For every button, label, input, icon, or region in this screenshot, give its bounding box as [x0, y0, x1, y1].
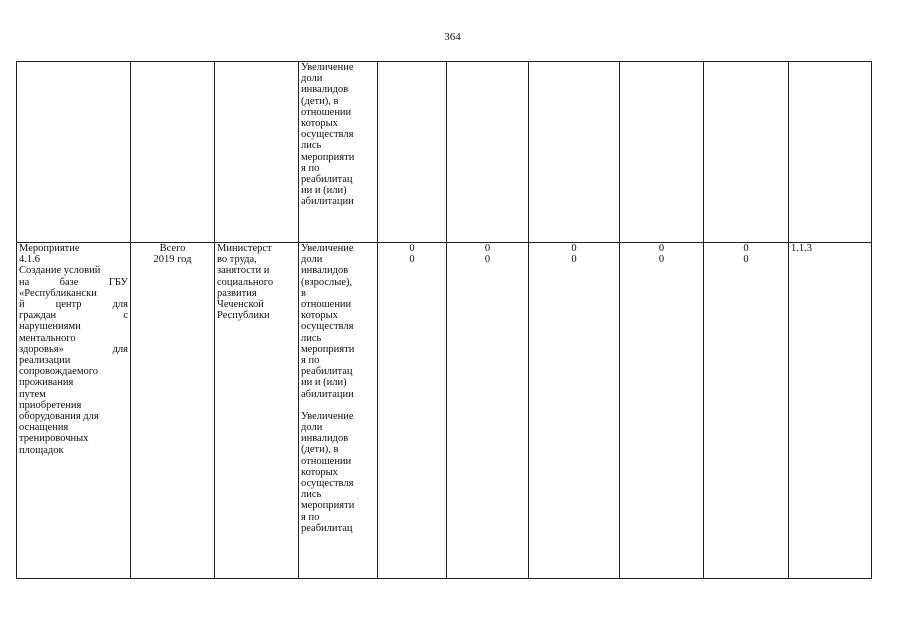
- text-line: (дети), в: [301, 95, 339, 107]
- text-line: осуществля: [301, 321, 354, 333]
- table-row: [17, 62, 872, 243]
- text-word: Мероприятие: [19, 243, 80, 254]
- text-line: реабилитац: [301, 522, 353, 534]
- text-word: центр: [55, 299, 82, 311]
- text-line: доли: [301, 254, 323, 266]
- text-line: [19, 411, 128, 422]
- text-line: я по: [301, 511, 320, 523]
- indicator-cell: [299, 62, 378, 243]
- text-line: [19, 333, 128, 344]
- value-total: 0: [484, 243, 491, 254]
- text-line: [19, 310, 128, 321]
- executor-text: [217, 243, 296, 321]
- text-word: нарушениями: [19, 321, 81, 333]
- text-line: доли: [301, 422, 323, 434]
- text-line: мероприяти: [301, 500, 355, 512]
- text-line: [19, 389, 128, 400]
- value-2019: 0: [571, 254, 577, 266]
- text-line: занятости и: [217, 265, 270, 277]
- text-line: инвалидов: [301, 433, 349, 445]
- text-line: абилитации: [301, 388, 354, 400]
- text-line: которых: [301, 118, 338, 130]
- text-word: путем: [19, 388, 46, 400]
- text-word: для: [112, 343, 128, 355]
- text-line: [19, 265, 128, 276]
- text-word: ментального: [19, 332, 76, 344]
- funding-cell: [131, 62, 215, 243]
- text-line: реабилитац: [301, 366, 353, 378]
- text-word: здоровья»: [19, 343, 64, 355]
- text-line: 2019 год: [153, 254, 192, 266]
- indicator-adults-text: [301, 243, 375, 400]
- value-cell: [447, 243, 529, 579]
- executor-cell: [215, 243, 299, 579]
- text-line: Чеченской: [217, 299, 264, 311]
- text-line: [19, 355, 128, 366]
- text-line: которых: [301, 466, 338, 478]
- value-2019: 0: [484, 254, 491, 266]
- text-line: осуществля: [301, 129, 354, 141]
- value-cell: [378, 243, 447, 579]
- text-word: оборудования для: [19, 411, 99, 423]
- text-word: Создание условий: [19, 265, 101, 277]
- text-word: й: [19, 299, 25, 311]
- text-line: отношении: [301, 299, 352, 311]
- text-word: на: [19, 276, 30, 288]
- text-word: «Республиканcки: [19, 287, 97, 299]
- text-word: оснащения: [19, 422, 69, 434]
- text-word: базе: [59, 276, 79, 288]
- link-cell: [789, 62, 872, 243]
- text-line: Увеличение: [301, 410, 354, 422]
- text-line: Министерст: [217, 243, 272, 254]
- value-cell: [529, 62, 620, 243]
- text-word: ГБУ: [108, 276, 128, 288]
- link-code: 1.1.3: [791, 243, 812, 254]
- text-line: [19, 344, 128, 355]
- text-line: лись: [301, 489, 322, 501]
- text-word: проживания: [19, 377, 74, 389]
- text-word: для: [112, 299, 128, 311]
- executor-cell: [215, 62, 299, 243]
- text-line: осуществля: [301, 478, 354, 490]
- value-cell: [447, 62, 529, 243]
- text-line: во труда,: [217, 254, 257, 266]
- text-word: приобретения: [19, 399, 82, 411]
- text-word: площадок: [19, 444, 64, 456]
- text-line: [19, 243, 128, 254]
- text-line: [19, 288, 128, 299]
- text-line: [19, 433, 128, 444]
- text-line: (дети), в: [301, 444, 339, 456]
- value-cell: [704, 243, 789, 579]
- text-line: в: [301, 287, 306, 299]
- value-cell: [704, 62, 789, 243]
- indicator-children-text: [301, 411, 375, 534]
- text-line: [19, 445, 128, 456]
- value-total: 0: [571, 243, 577, 254]
- text-line: мероприяти: [301, 151, 355, 163]
- text-line: социального: [217, 276, 274, 288]
- text-line: [19, 422, 128, 433]
- text-line: [19, 299, 128, 310]
- value-2019: 0: [658, 254, 665, 266]
- text-line: инвалидов: [301, 265, 349, 277]
- text-word: с: [123, 310, 128, 322]
- link-cell: [789, 243, 872, 579]
- value-cell: [620, 62, 704, 243]
- indicator-children-text: [301, 62, 375, 208]
- page-number: 364: [444, 31, 461, 43]
- indicator-cell: [299, 243, 378, 579]
- text-line: [19, 254, 128, 265]
- value-cell: [378, 62, 447, 243]
- text-line: [19, 400, 128, 411]
- value-total: 0: [743, 243, 749, 254]
- value-total: 0: [409, 243, 415, 254]
- text-line: развития: [217, 287, 257, 299]
- table-row: [17, 243, 872, 579]
- text-line: отношении: [301, 106, 352, 118]
- text-line: Увеличение: [301, 243, 354, 254]
- text-line: лись: [301, 140, 322, 152]
- text-line: которых: [301, 310, 338, 322]
- text-line: [19, 321, 128, 332]
- text-line: реабилитац: [301, 174, 353, 186]
- funding-text: [133, 243, 212, 265]
- text-line: Республики: [217, 310, 270, 322]
- text-word: граждан: [19, 310, 57, 322]
- text-line: мероприяти: [301, 343, 355, 355]
- text-line: доли: [301, 73, 323, 85]
- text-line: Всего: [159, 243, 186, 254]
- text-line: (взрослые),: [301, 276, 353, 288]
- text-line: ии и (или): [301, 185, 347, 197]
- measure-text: [19, 243, 128, 456]
- text-line: инвалидов: [301, 84, 349, 96]
- text-line: ии и (или): [301, 377, 347, 389]
- value-2019: 0: [409, 254, 415, 266]
- measure-cell: [17, 243, 131, 579]
- text-line: [19, 277, 128, 288]
- text-line: отношении: [301, 455, 352, 467]
- measure-cell: [17, 62, 131, 243]
- text-line: я по: [301, 162, 320, 174]
- text-word: 4.1.6: [19, 254, 40, 266]
- text-line: я по: [301, 355, 320, 367]
- text-line: лись: [301, 332, 322, 344]
- text-line: Увеличение: [301, 62, 354, 73]
- text-word: сопровождаемого: [19, 366, 99, 378]
- program-table: [16, 61, 872, 579]
- value-cell: [529, 243, 620, 579]
- text-word: тренировочных: [19, 433, 89, 445]
- funding-cell: [131, 243, 215, 579]
- value-total: 0: [658, 243, 665, 254]
- value-2019: 0: [743, 254, 749, 266]
- value-cell: [620, 243, 704, 579]
- text-line: [19, 377, 128, 388]
- text-word: реализации: [19, 355, 71, 367]
- text-line: абилитации: [301, 196, 354, 208]
- text-line: [19, 366, 128, 377]
